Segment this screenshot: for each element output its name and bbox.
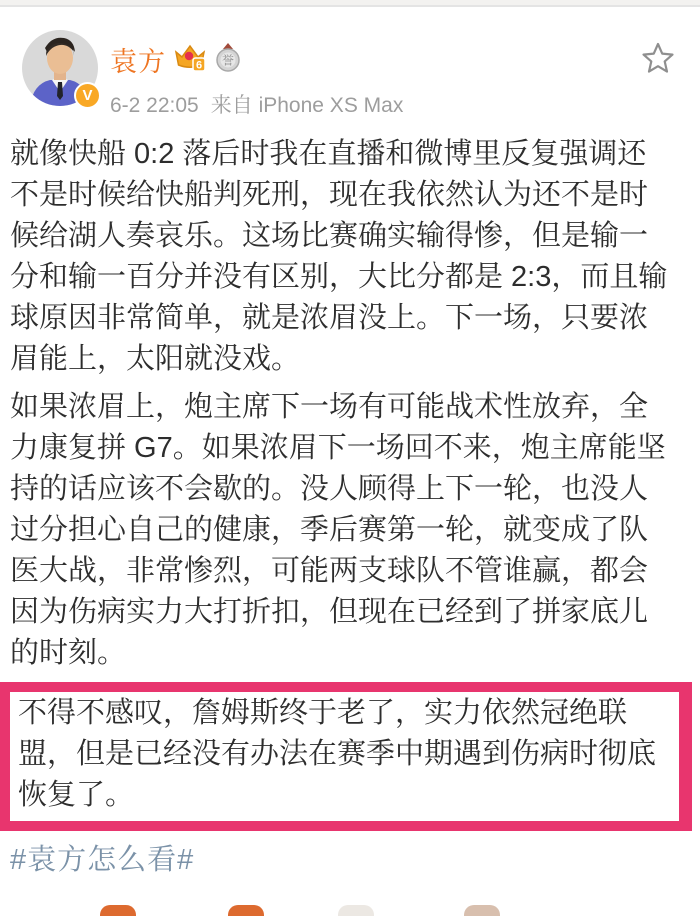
partial-emoji-icon — [100, 905, 136, 916]
post-body — [10, 134, 670, 916]
favorite-star-icon[interactable] — [640, 40, 676, 81]
highlight-annotation-box — [0, 682, 692, 831]
post-paragraph: 如果浓眉上，炮主席下一场有可能战术性放弃，全力康复拼 G7。如果浓眉下一场回不来，炮主席能坚持的话应该不会歇的。没人顾得上下一轮，也没人过分担心自己的健康，季后赛第一轮，就变成了队医大战，非常惨烈，可能两支球队不管谁赢，都会因为伤病实力大打折扣，但现在已经到了拼家底儿的时刻。 — [10, 391, 666, 669]
svg-text:6: 6 — [195, 59, 203, 71]
post-meta — [110, 89, 676, 119]
partial-emoji-icon — [228, 905, 264, 916]
honor-medal-badge-icon[interactable] — [214, 43, 242, 77]
partial-emoji-icon — [464, 905, 500, 916]
avatar[interactable] — [22, 30, 98, 106]
partial-emoji-icon — [338, 905, 374, 916]
hashtag-link[interactable]: #袁方怎么看# — [10, 844, 195, 876]
partial-emoji-row — [10, 900, 670, 916]
highlighted-paragraph: 不得不感叹，詹姆斯终于老了，实力依然冠绝联盟，但是已经没有办法在赛季中期遇到伤病时彻底恢复了。 — [18, 697, 657, 811]
post-paragraph: 就像快船 0:2 落后时我在直播和微博里反复强调还不是时候给快船判死刑，现在我依然认为还不是时候给湖人奏哀乐。这场比赛确实输得惨，但是输一分和输一百分并没有区别，大比分都是 2:3，而且输球原因非常简单，就是浓眉没上。下一场，只要浓眉能上，太阳就没戏。 — [10, 138, 668, 375]
vip-crown-badge-icon[interactable] — [173, 43, 207, 77]
svg-text:誉: 誉 — [221, 53, 235, 67]
timestamp: 6-2 22:05 — [110, 94, 199, 117]
post-header — [22, 30, 676, 117]
verified-badge-icon: V — [74, 82, 101, 109]
device-source[interactable]: 来自 iPhone XS Max — [210, 94, 404, 117]
top-divider — [0, 0, 700, 7]
username[interactable]: 袁方 — [110, 47, 166, 77]
